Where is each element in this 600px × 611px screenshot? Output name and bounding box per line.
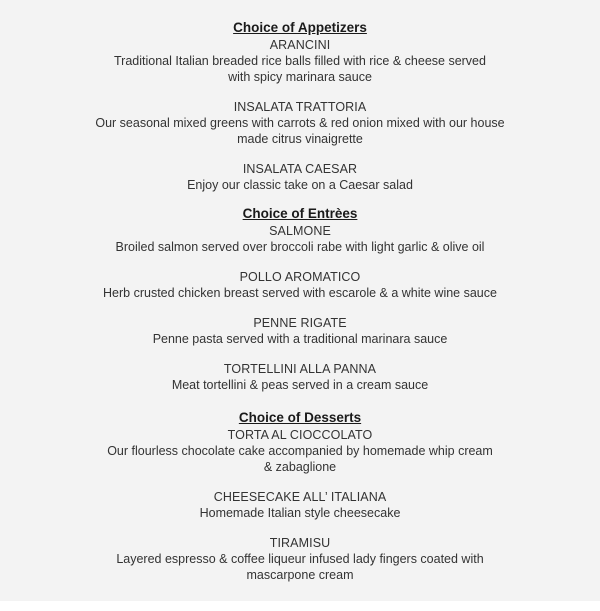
dish-arancini: [0, 37, 600, 85]
menu: [0, 19, 600, 597]
dish-name: TORTA AL CIOCCOLATO: [227, 428, 373, 442]
section-desserts: [0, 409, 600, 583]
dish-cheesecake-allitaliana: [0, 489, 600, 521]
section-title: Choice of Desserts: [238, 410, 362, 425]
dish-desc: Our seasonal mixed greens with carrots & red onion mixed with our house made citrus vinaigrette: [95, 116, 505, 146]
dish-name: INSALATA CAESAR: [242, 162, 358, 176]
section-appetizers: [0, 19, 600, 193]
dish-desc: Our flourless chocolate cake accompanied by homemade whip cream & zabaglione: [107, 444, 493, 474]
dish-name: SALMONE: [269, 224, 331, 238]
dish-insalata-caesar: [0, 161, 600, 193]
dish-name: POLLO AROMATICO: [239, 270, 361, 284]
dish-name: TIRAMISU: [269, 536, 331, 550]
dish-name: TORTELLINI ALLA PANNA: [223, 362, 377, 376]
dish-desc: Meat tortellini & peas served in a cream sauce: [171, 378, 429, 392]
dish-desc: Traditional Italian breaded rice balls filled with rice & cheese served with spicy marinara sauce: [114, 54, 486, 84]
dish-desc: Broiled salmon served over broccoli rabe with light garlic & olive oil: [115, 240, 485, 254]
dish-name: INSALATA TRATTORIA: [233, 100, 367, 114]
dish-desc: Homemade Italian style cheesecake: [199, 506, 401, 520]
section-title: Choice of Entrèes: [242, 206, 358, 221]
dish-name: PENNE RIGATE: [253, 316, 347, 330]
section-title: Choice of Appetizers: [233, 20, 367, 35]
dish-tortellini-alla-panna: [0, 361, 600, 393]
section-entrees: [0, 205, 600, 393]
dish-tiramisu: [0, 535, 600, 583]
dish-name: ARANCINI: [269, 38, 331, 52]
dish-desc: Penne pasta served with a traditional marinara sauce: [152, 332, 448, 346]
dish-insalata-trattoria: [0, 99, 600, 147]
dish-desc: Enjoy our classic take on a Caesar salad: [187, 178, 413, 192]
dish-desc: Herb crusted chicken breast served with escarole & a white wine sauce: [103, 286, 497, 300]
dish-name: CHEESECAKE ALL’ ITALIANA: [213, 490, 387, 504]
dish-penne-rigate: [0, 315, 600, 347]
dish-salmone: [0, 223, 600, 255]
dish-torta-al-cioccolato: [0, 427, 600, 475]
dish-pollo-aromatico: [0, 269, 600, 301]
dish-desc: Layered espresso & coffee liqueur infused lady fingers coated with mascarpone cream: [116, 552, 484, 582]
